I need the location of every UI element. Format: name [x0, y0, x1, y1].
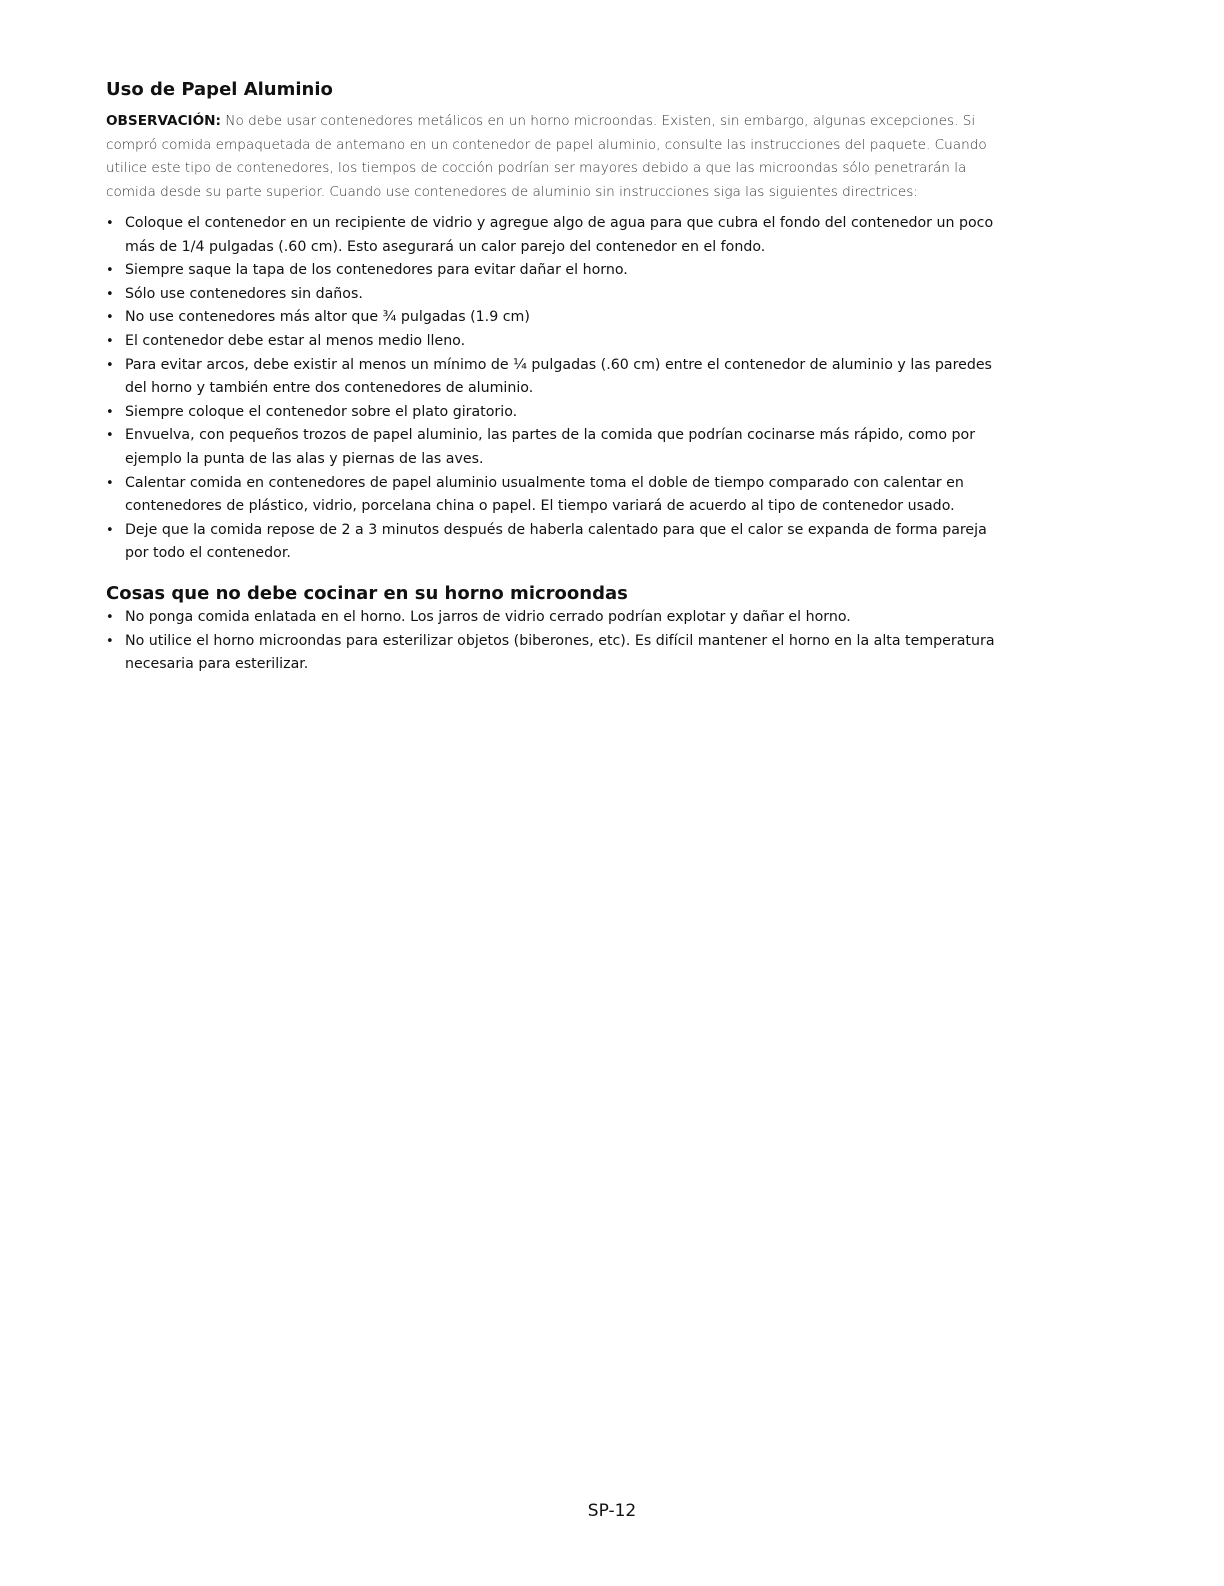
- section-title-aluminum-foil: Uso de Papel Aluminio: [106, 79, 333, 100]
- list-item: • No use contenedores más altor que ¾ pulgadas (1.9 cm): [106, 306, 1006, 330]
- list-item: • Calentar comida en contenedores de papel aluminio usualmente toma el doble de tiempo comparado con calentar en contenedores de plástico, vidrio, porcelana china o papel. El tiempo variará de acuerdo al tipo de contenedor usado.: [106, 472, 1006, 519]
- list-item: • Coloque el contenedor en un recipiente de vidrio y agregue algo de agua para que cubra el fondo del contenedor un poco más de 1/4 pulgadas (.60 cm). Esto asegurará un calor parejo del contenedor en el fondo.: [106, 212, 1006, 259]
- list-item: • Siempre saque la tapa de los contenedores para evitar dañar el horno.: [106, 259, 1006, 283]
- section-aluminum-foil: [106, 78, 1006, 566]
- list-item: • No utilice el horno microondas para esterilizar objetos (biberones, etc). Es difícil mantener el horno en la alta temperatura necesaria para esterilizar.: [106, 630, 1006, 677]
- section-do-not-cook: [106, 582, 1006, 677]
- section-title-do-not-cook: Cosas que no debe cocinar en su horno microondas: [106, 582, 628, 604]
- list-item: • No ponga comida enlatada en el horno. Los jarros de vidrio cerrado podrían explotar y dañar el horno.: [106, 606, 1006, 630]
- list-item: • Envuelva, con pequeños trozos de papel aluminio, las partes de la comida que podrían cocinarse más rápido, como por ejemplo la punta de las alas y piernas de las aves.: [106, 424, 1006, 471]
- note-paragraph: [106, 110, 1006, 204]
- list-item: • Siempre coloque el contenedor sobre el plato giratorio.: [106, 401, 1006, 425]
- list-item: • Sólo use contenedores sin daños.: [106, 283, 1006, 307]
- page-number: SP-12: [587, 1501, 637, 1521]
- document-page: [106, 78, 1006, 677]
- list-item: • Deje que la comida repose de 2 a 3 minutos después de haberla calentado para que el calor se expanda de forma pareja por todo el contenedor.: [106, 519, 1006, 566]
- do-not-cook-list: [106, 606, 1006, 677]
- note-label: OBSERVACIÓN:: [106, 113, 221, 129]
- list-item: • El contenedor debe estar al menos medio lleno.: [106, 330, 1006, 354]
- list-item: • Para evitar arcos, debe existir al menos un mínimo de ¼ pulgadas (.60 cm) entre el contenedor de aluminio y las paredes del horno y también entre dos contenedores de aluminio.: [106, 354, 1006, 401]
- aluminum-guidelines-list: [106, 212, 1006, 566]
- note-text: No debe usar contenedores metálicos en un horno microondas. Existen, sin embargo, algunas excepciones. Si compró comida empaquetada de antemano en un contenedor de papel aluminio, consulte las instrucciones del paquete. Cuando utilice este tipo de contenedores, los tiempos de cocción podrían ser mayores debido a que las microondas sólo penetrarán la comida desde su parte superior. Cuando use contenedores de aluminio sin instrucciones siga las siguientes directrices:: [106, 113, 987, 200]
